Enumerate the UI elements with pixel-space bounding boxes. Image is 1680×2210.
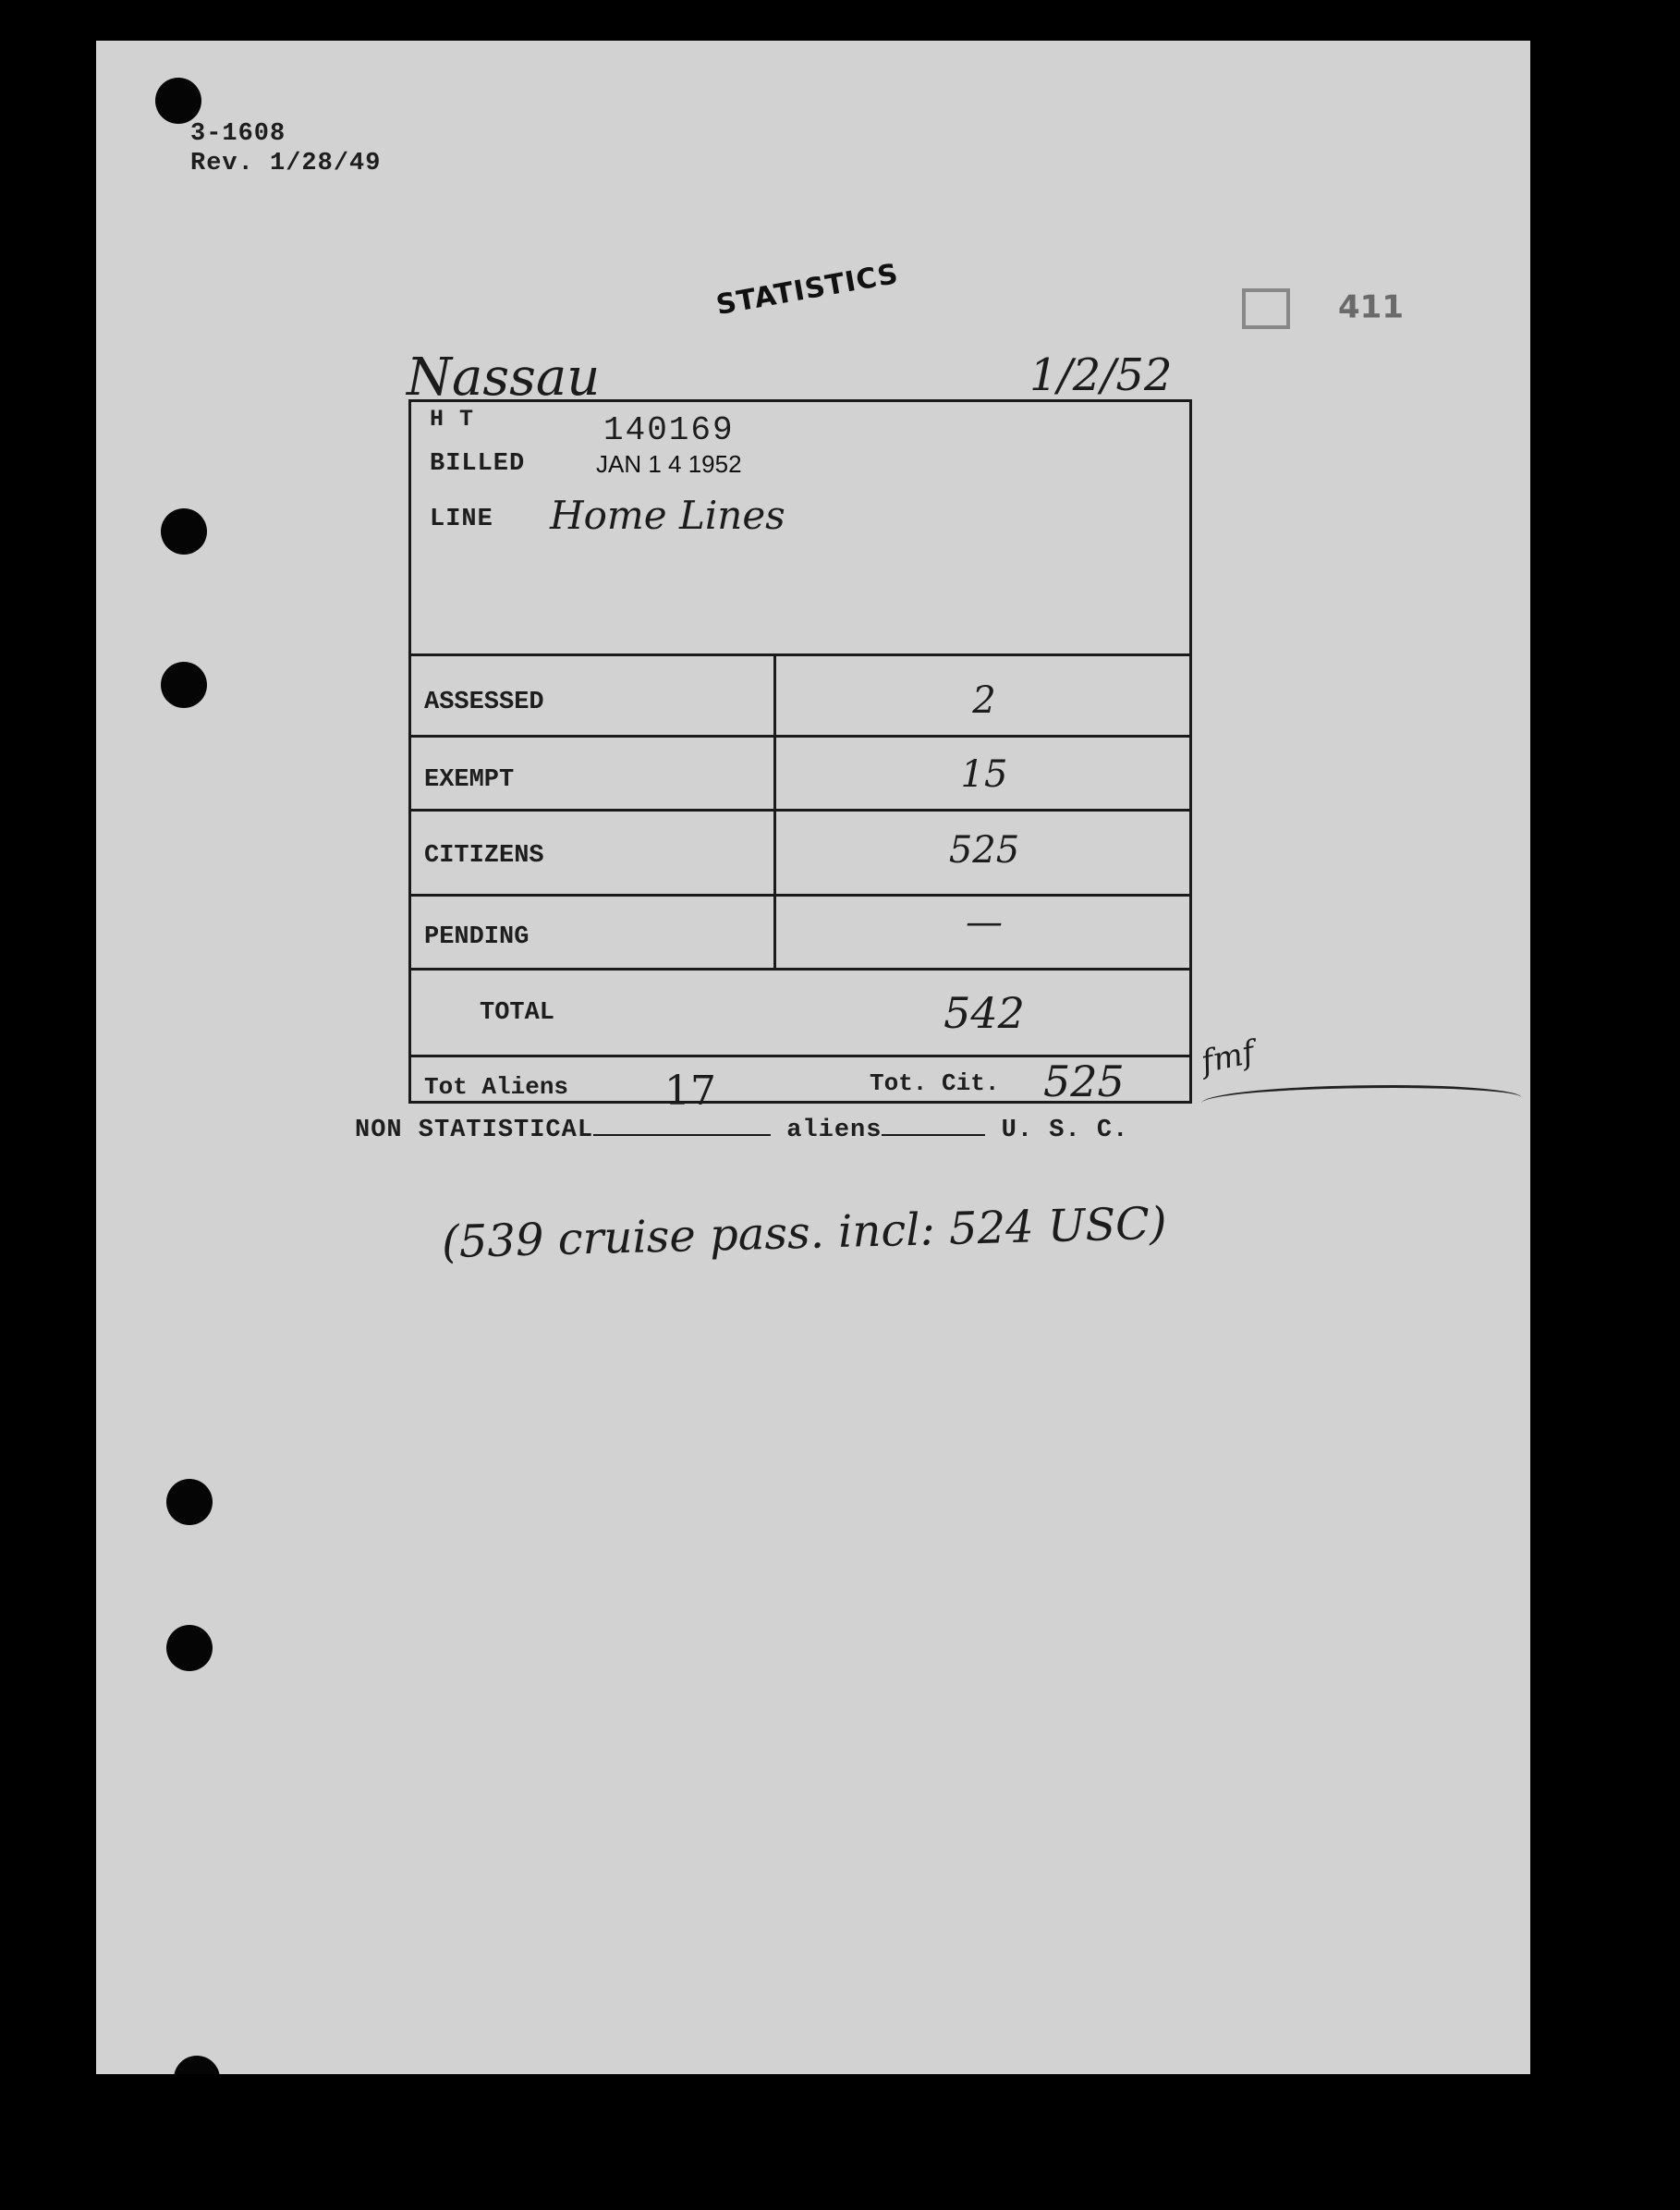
punch-hole bbox=[161, 662, 207, 708]
pending-value: — bbox=[966, 901, 1003, 944]
column-divider bbox=[773, 653, 776, 968]
tot-citizens-label: Tot. Cit. bbox=[870, 1069, 1000, 1097]
punch-hole bbox=[155, 78, 201, 124]
tot-citizens-value: 525 bbox=[1043, 1056, 1125, 1106]
clerk-initials: fmf bbox=[1198, 1033, 1258, 1081]
corner-mark-icon bbox=[1242, 288, 1290, 329]
corner-code-text: 411 bbox=[1338, 288, 1404, 326]
pending-label: PENDING bbox=[424, 923, 530, 951]
tot-aliens-label: Tot Aliens bbox=[424, 1073, 569, 1101]
punch-hole bbox=[166, 1625, 213, 1671]
billed-label: BILLED bbox=[430, 450, 526, 478]
table-divider bbox=[411, 894, 1189, 897]
table-divider bbox=[411, 735, 1189, 738]
nonstatistical-usc-label: U. S. C. bbox=[1001, 1117, 1129, 1144]
line-value: Home Lines bbox=[550, 493, 785, 538]
cruise-note: (539 cruise pass. incl: 524 USC) bbox=[441, 1197, 1168, 1269]
total-value: 542 bbox=[943, 988, 1025, 1038]
aliens-blank bbox=[882, 1134, 985, 1136]
tot-aliens-value: 17 bbox=[664, 1068, 716, 1115]
citizens-value: 525 bbox=[948, 829, 1020, 872]
table-divider bbox=[411, 653, 1189, 656]
corner-code bbox=[1242, 288, 1404, 329]
statistics-stamp: STATISTICS bbox=[713, 257, 902, 323]
table-divider bbox=[411, 968, 1189, 971]
nonstatistical-blank bbox=[593, 1134, 771, 1136]
total-label: TOTAL bbox=[480, 999, 555, 1027]
punch-hole bbox=[161, 508, 207, 555]
document-page bbox=[96, 41, 1530, 2074]
form-revision: Rev. 1/28/49 bbox=[190, 150, 382, 177]
form-number: 3-1608 bbox=[190, 120, 286, 148]
billed-date: JAN 1 4 1952 bbox=[596, 450, 742, 478]
table-divider bbox=[411, 809, 1189, 812]
exempt-value: 15 bbox=[960, 753, 1008, 796]
nonstatistical-aliens-label: aliens bbox=[786, 1117, 883, 1144]
entry-date: 1/2/52 bbox=[1029, 349, 1173, 401]
exempt-label: EXEMPT bbox=[424, 766, 515, 794]
line-label: LINE bbox=[430, 506, 493, 533]
nonstatistical-line bbox=[355, 1117, 1128, 1144]
ht-number: 140169 bbox=[603, 411, 735, 449]
assessed-value: 2 bbox=[972, 679, 996, 722]
initials-flourish bbox=[1201, 1085, 1521, 1116]
punch-hole bbox=[166, 1479, 213, 1525]
ht-label: H T bbox=[430, 406, 475, 433]
manifest-form-box bbox=[408, 399, 1192, 1115]
punch-hole bbox=[174, 2056, 220, 2074]
nonstatistical-label: NON STATISTICAL bbox=[355, 1117, 594, 1144]
port-name: Nassau bbox=[407, 348, 601, 408]
citizens-label: CITIZENS bbox=[424, 842, 544, 870]
assessed-label: ASSESSED bbox=[424, 689, 544, 716]
